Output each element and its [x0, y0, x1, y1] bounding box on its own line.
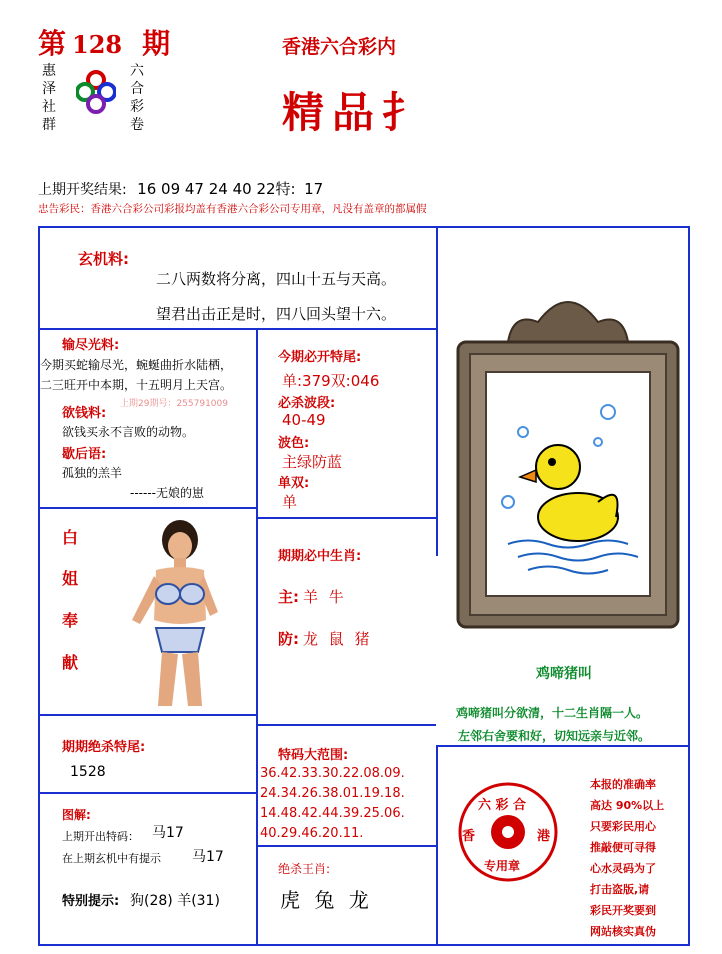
divider — [38, 714, 256, 716]
shuying-line2: 二三旺开中本期，十五明月上天宫。 — [40, 378, 233, 392]
issue-prefix: 第 — [38, 27, 67, 60]
tujie-line2-label: 在上期玄机中有提示 — [62, 852, 161, 865]
tema-range-row: 36.42.33.30.22.08.09. — [260, 766, 405, 781]
accuracy-line: 推敲便可寻得 — [590, 841, 656, 854]
special-tail-danshuang: 单:379双:046 — [282, 372, 380, 390]
tema-range-row: 40.29.46.20.11. — [260, 826, 364, 841]
shengxiao-main-label: 主: — [278, 588, 299, 606]
yuqian-title: 欲钱料: — [62, 406, 107, 421]
baijie-char-4: 献 — [62, 653, 79, 672]
xiehouyu-line2: ------无娘的崽 — [130, 486, 204, 500]
divider — [256, 845, 436, 847]
tema-range-title: 特码大范围: — [278, 748, 349, 763]
accuracy-line: 只要彩民用心 — [590, 820, 656, 833]
divider — [38, 507, 256, 509]
tebie-value: 狗(28) 羊(31) — [130, 893, 220, 909]
seal-bottom: 专用章 — [484, 859, 521, 873]
seal-top: 六 彩 合 — [478, 798, 527, 813]
shengxiao-title: 期期必中生肖: — [278, 549, 362, 564]
xiehouyu-line1: 孤独的羔羊 — [62, 466, 123, 480]
danshuang-value: 单 — [282, 493, 298, 511]
results-label: 上期开奖结果: — [38, 182, 127, 198]
bose-value: 主绿防蓝 — [282, 453, 343, 471]
boduan-value: 40-49 — [282, 411, 326, 429]
accuracy-line: 网站核实真伪 — [590, 925, 656, 938]
notice-text: 忠告彩民：香港六合彩公司彩报均盖有香港六合彩公司专用章，凡没有盖章的都属假 — [38, 203, 427, 215]
juesha-wang-value: 虎 兔 龙 — [280, 888, 373, 912]
tujie-line1-value: 马17 — [152, 825, 184, 841]
accuracy-line: 高达 90%以上 — [590, 799, 665, 812]
special-tail-title: 今期必开特尾: — [278, 350, 362, 365]
lottery-logo-icon — [76, 70, 116, 114]
xuanji-line1: 二八两数将分离，四山十五与天高。 — [156, 270, 397, 288]
picture-caption: 鸡啼猪叫 — [536, 666, 592, 682]
shuying-title: 输尽光料: — [62, 338, 120, 353]
tebie-title: 特别提示: — [62, 894, 120, 909]
left-vertical-text: 惠泽社群 — [42, 63, 56, 133]
juesha-wang-title: 绝杀王肖: — [278, 862, 331, 876]
xuanji-line2: 望君出击正是时，四八回头望十六。 — [156, 305, 397, 323]
baijie-char-1: 白 — [62, 528, 79, 547]
shengxiao-fang — [278, 628, 373, 649]
boduan-title: 必杀波段: — [278, 396, 336, 411]
divider — [38, 328, 436, 330]
divider — [436, 226, 438, 556]
picture-verse1: 鸡啼猪叫分欲清，十二生肖隔一人。 — [456, 706, 649, 720]
model-photo — [118, 520, 228, 708]
framed-duck-picture — [448, 282, 688, 632]
tujie-line1-label: 上期开出特码： — [62, 830, 139, 843]
issue-number: 128 — [72, 30, 123, 59]
tema-range-row: 14.48.42.44.39.25.06. — [260, 806, 405, 821]
right-vertical-text: 六合彩卷 — [130, 63, 144, 133]
divider — [256, 517, 436, 519]
shengxiao-fang-value: 龙 鼠 猪 — [303, 630, 373, 648]
shengxiao-fang-label: 防: — [278, 630, 299, 648]
last-results — [38, 178, 323, 199]
divider — [436, 745, 438, 946]
jueshate-title: 期期绝杀特尾: — [62, 740, 146, 755]
divider — [256, 724, 436, 726]
issue-label — [38, 22, 170, 62]
issue-suffix: 期 — [142, 27, 171, 60]
tema-range-row: 24.34.26.38.01.19.18. — [260, 786, 405, 801]
main-title: 精品扌 — [282, 88, 433, 137]
shuying-line1: 今期买蛇输尽光，蜿蜒曲折水陆栖， — [40, 358, 233, 372]
results-numbers: 16 09 47 24 40 22 — [137, 180, 276, 198]
tujie-title: 图解: — [62, 808, 91, 822]
results-special: 17 — [304, 180, 324, 198]
shengxiao-main-value: 羊 牛 — [303, 588, 347, 606]
baijie-char-3: 奉 — [62, 611, 79, 630]
shuying-faint-text: 上期29期号：255791009 — [120, 399, 228, 409]
yuqian-text: 欲钱买永不言败的动物。 — [62, 425, 195, 439]
tujie-line2-value: 马17 — [192, 849, 224, 865]
xiehouyu-title: 歇后语: — [62, 447, 107, 462]
divider — [256, 328, 258, 946]
accuracy-line: 本报的准确率 — [590, 778, 656, 791]
accuracy-line: 心水灵码为了 — [590, 862, 656, 875]
results-special-label: 特: — [275, 180, 296, 198]
bose-title: 波色: — [278, 436, 310, 451]
danshuang-title: 单双: — [278, 476, 310, 491]
baijie-char-2: 姐 — [62, 569, 79, 588]
xuanji-title: 玄机料: — [78, 250, 129, 268]
top-title: 香港六合彩内 — [282, 36, 397, 58]
accuracy-line: 打击盗版,请 — [590, 883, 650, 896]
picture-verse2: 左邻右舍要和好，切知远亲与近邻。 — [458, 729, 651, 743]
shengxiao-main — [278, 586, 347, 607]
jueshate-value: 1528 — [70, 764, 106, 780]
seal-left: 香 — [462, 829, 476, 844]
divider — [436, 745, 690, 747]
divider — [38, 792, 256, 794]
seal-right: 港 — [537, 829, 551, 844]
accuracy-line: 彩民开奖要到 — [590, 904, 656, 917]
